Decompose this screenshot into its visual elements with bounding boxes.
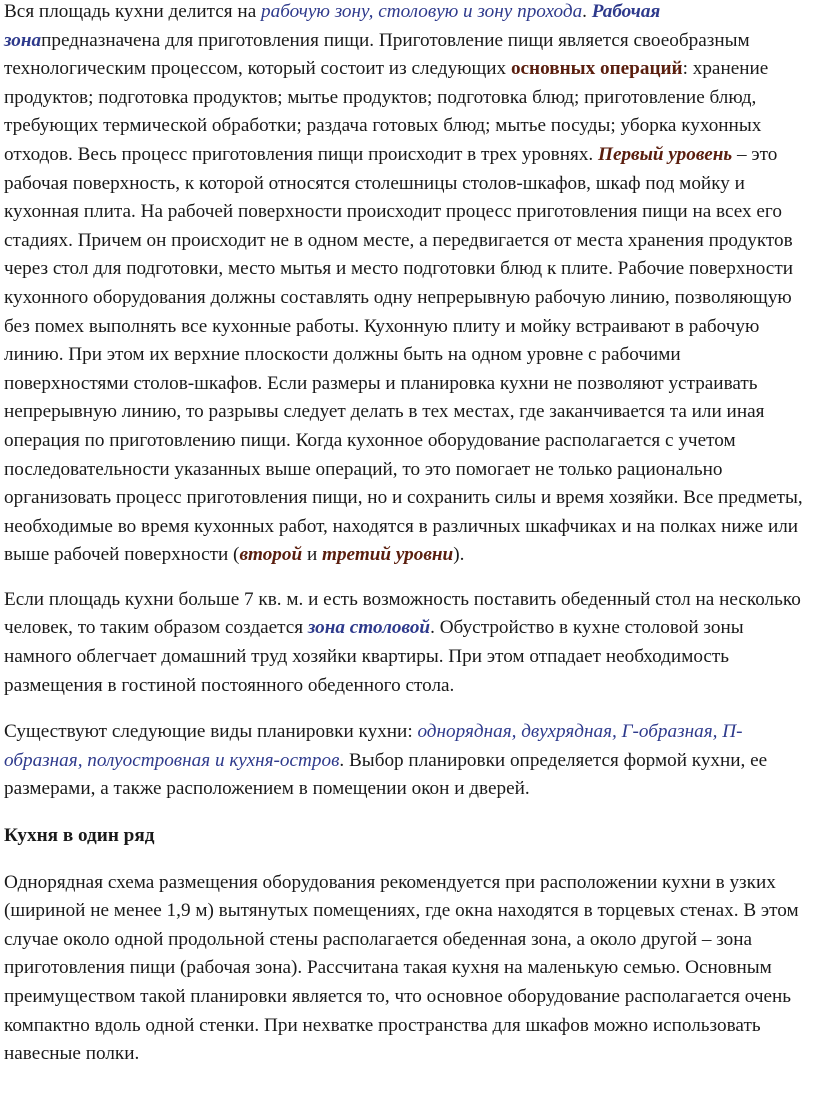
- highlight-level-three: третий уровни: [322, 544, 454, 566]
- highlight-main-operations: основных операций: [510, 58, 683, 80]
- text-run: . Выбор планировки определяется формой кухни, ее размерами, а также расположением в помещении окон и дверей.: [4, 749, 768, 800]
- text-run: .: [582, 1, 592, 22]
- paragraph-layout-types: [4, 718, 810, 804]
- highlight-zones: рабочую зону, столовую и зону прохода: [261, 1, 583, 22]
- text-run: ).: [453, 544, 465, 566]
- text-run: Если площадь кухни больше 7 кв. м. и есть возможность поставить обеденный стол на несколько человек, то таким образом создается: [4, 588, 801, 639]
- highlight-work-zone: Рабочая зона: [4, 1, 661, 51]
- highlight-layout-types: однорядная, двухрядная, Г-образная, П-образная, полуостровная и кухня-остров: [4, 721, 743, 771]
- text-run: – это рабочая поверхность, к которой относятся столешницы столов-шкафов, шкаф под мойку и кухонная плита. На рабочей поверхности происходит процесс приготовления пищи на всех его стадиях. Причем он происходит не в одном месте, а передвигается от места хранения продуктов через стол для подготовки, место мытья и место подготовки блюд к плите. Рабочие поверхности кухонного оборудования должны составлять одну непрерывную рабочую линию, позволяющую без помех выполнять все кухонные работы. Кухонную плиту и мойку встраивают в рабочую линию. При этом их верхние плоскости должны быть на одном уровне с рабочими поверхностями столов-шкафов. Если размеры и планировка кухни не позволяют устраивать непрерывную линию, то разрывы следует делать в тех местах, где заканчивается та или иная операция по приготовлению пищи. Когда кухонное оборудование располагается с учетом последовательности указанных выше операций, то это помогает не только рационально организовать процесс приготовления пищи, но и сохранить силы и время хозяйки. Все предметы, необходимые во время кухонных работ, находятся в различных шкафчиках и на полках ниже или выше рабочей поверхности (: [4, 143, 803, 566]
- text-run: . Обустройство в кухне столовой зоны намного облегчает домашний труд хозяйки квартиры. При этом отпадает необходимость размещения в гостиной постоянного обеденного стола.: [4, 617, 744, 696]
- highlight-dining-zone: зона столовой: [307, 617, 431, 639]
- paragraph-single-row: [4, 869, 810, 1069]
- paragraph-dining-zone: [4, 586, 810, 700]
- highlight-level-two: второй: [239, 544, 303, 566]
- paragraph-kitchen-zones: [4, 0, 810, 570]
- text-run: : хранение продуктов; подготовка продуктов; мытье продуктов; подготовка блюд; приготовление блюд, требующих термической обработки; раздача готовых блюд; мытье посуды; уборка кухонных отходов. Весь процесс приготовления пищи происходит в трех уровнях.: [4, 58, 769, 165]
- highlight-level-one: Первый уровень: [598, 143, 733, 165]
- section-heading: Кухня в один ряд: [4, 825, 155, 847]
- text-run: Вся площадь кухни делится на: [4, 1, 262, 22]
- text-run: предназначена для приготовления пищи. Приготовление пищи является своеобразным технологическим процессом, который состоит из следующих: [4, 29, 750, 80]
- text-run: и: [302, 544, 323, 566]
- text-run: Однорядная схема размещения оборудования рекомендуется при расположении кухни в узких (шириной не менее 1,9 м) вытянутых помещениях, где окна находятся в торцевых стенах. В этом случае около одной продольной стены располагается обеденная зона, а около другой – зона приготовления пищи (рабочая зона). Рассчитана такая кухня на маленькую семью. Основным преимуществом такой планировки является то, что основное оборудование располагается очень компактно вдоль одной стенки. При нехватке пространства для шкафов можно использовать навесные полки.: [4, 871, 799, 1065]
- text-run: Существуют следующие виды планировки кухни:: [4, 721, 418, 743]
